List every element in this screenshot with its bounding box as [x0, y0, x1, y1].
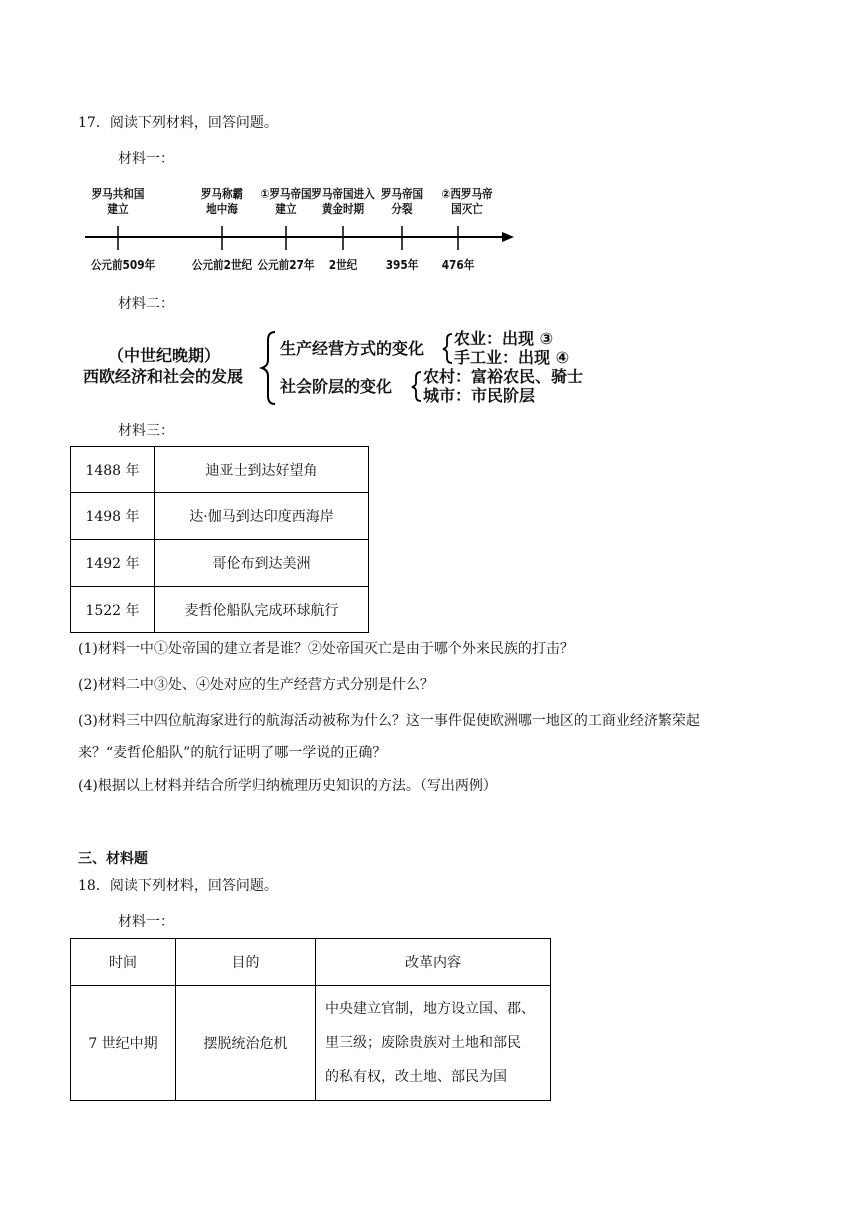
header-time: 时间: [71, 939, 176, 986]
timeline-axis: [0, 0, 868, 290]
table-row: [71, 986, 551, 1101]
header-purpose: 目的: [176, 939, 316, 986]
diagram-leaf-handicraft: 手工业：出现 ④: [454, 348, 570, 367]
timeline-event-label: [187, 187, 257, 217]
timeline-date: 公元前2世纪: [191, 258, 253, 272]
table-cell-event: 达·伽马到达印度西海岸: [155, 493, 369, 540]
table-row: [71, 493, 369, 540]
content-line: 中央建立官制，地方设立国、郡、: [325, 1001, 535, 1017]
sub-question-3-line-1: (3)材料三中四位航海家进行的航海活动被称为什么？这一事件促使欧洲哪一地区的工商业经济繁荣起: [78, 713, 700, 729]
reform-table: [70, 938, 551, 1101]
timeline-date: 公元前509年: [90, 258, 156, 272]
diagram-leaf-city: 城市：市民阶层: [423, 386, 536, 405]
timeline-label-line: 罗马共和国: [91, 187, 145, 201]
table-cell-year: 1498 年: [71, 493, 155, 540]
diagram-period: （中世纪晚期）: [108, 346, 221, 365]
brace-icon: [262, 332, 275, 404]
timeline-label-line: 建立: [107, 202, 129, 216]
table-cell-year: 1488 年: [71, 447, 155, 493]
question-17-title: 17．阅读下列材料，回答问题。: [78, 115, 278, 131]
timeline-label-line: ①罗马帝国: [260, 187, 312, 201]
table-cell-year: 1522 年: [71, 587, 155, 633]
timeline-label-line: ②西罗马帝: [441, 187, 493, 201]
diagram-leaf-agriculture: 农业：出现 ③: [454, 329, 554, 348]
content-line: 里三级；废除贵族对土地和部民: [325, 1035, 521, 1051]
sub-question-4: (4)根据以上材料并结合所学归纳梳理历史知识的方法。（写出两例）: [78, 778, 497, 794]
table-header-row: [71, 939, 551, 986]
material-2-label: 材料二：: [118, 296, 174, 312]
timeline-date: 公元前27年: [257, 258, 315, 272]
table-row: [71, 447, 369, 493]
timeline-date: 476年: [441, 258, 475, 272]
axis-arrow-icon: [502, 232, 514, 242]
table-cell-event: 麦哲伦船队完成环球航行: [155, 587, 369, 633]
sub-question-1: (1)材料一中①处帝国的建立者是谁？②处帝国灭亡是由于哪个外来民族的打击？: [78, 641, 574, 657]
timeline-label-line: 黄金时期: [321, 202, 365, 216]
timeline-event-label: [83, 187, 153, 217]
timeline-label-line: 分裂: [391, 202, 413, 216]
cell-purpose: 摆脱统治危机: [176, 986, 316, 1101]
timeline-label-line: 国灭亡: [451, 202, 483, 216]
timeline-label-line: 罗马帝国进入: [311, 187, 375, 201]
q18-material-1-label: 材料一：: [118, 914, 174, 930]
timeline-label-line: 地中海: [206, 202, 238, 216]
sub-question-3-line-2: 来？“麦哲伦船队”的航行证明了哪一学说的正确？: [78, 745, 387, 761]
table-cell-event: 迪亚士到达好望角: [155, 447, 369, 493]
table-row: [71, 587, 369, 633]
timeline-label-line: 建立: [275, 202, 297, 216]
brace-icon: [443, 334, 452, 363]
diagram-root: 西欧经济和社会的发展: [83, 367, 244, 386]
diagram-leaf-countryside: 农村：富裕农民、骑士: [423, 367, 584, 386]
cell-content: [316, 986, 551, 1101]
timeline-label-line: 罗马称霸: [200, 187, 244, 201]
diagram-branch-production: 生产经营方式的变化: [280, 339, 425, 358]
timeline-event-label: [432, 187, 502, 217]
development-diagram: [0, 320, 868, 410]
question-18-title: 18．阅读下列材料，回答问题。: [78, 878, 278, 894]
timeline-label-line: 罗马帝国: [380, 187, 424, 201]
section-heading: 三、材料题: [78, 851, 148, 867]
timeline-date: 2世纪: [328, 258, 358, 272]
timeline: [0, 0, 868, 290]
table-cell-year: 1492 年: [71, 540, 155, 587]
cell-time: 7 世纪中期: [71, 986, 176, 1101]
voyages-table: [70, 446, 369, 633]
material-1-label: 材料一：: [118, 151, 174, 167]
brace-icon: [412, 372, 421, 401]
timeline-date: 395年: [385, 258, 419, 272]
diagram-branch-social: 社会阶层的变化: [280, 377, 393, 396]
material-3-label: 材料三：: [118, 423, 174, 439]
content-line: 的私有权，改土地、部民为国: [325, 1069, 507, 1085]
sub-question-2: (2)材料二中③处、④处对应的生产经营方式分别是什么？: [78, 677, 434, 693]
header-content: 改革内容: [316, 939, 551, 986]
timeline-event-label: [367, 187, 437, 217]
table-row: [71, 540, 369, 587]
table-cell-event: 哥伦布到达美洲: [155, 540, 369, 587]
